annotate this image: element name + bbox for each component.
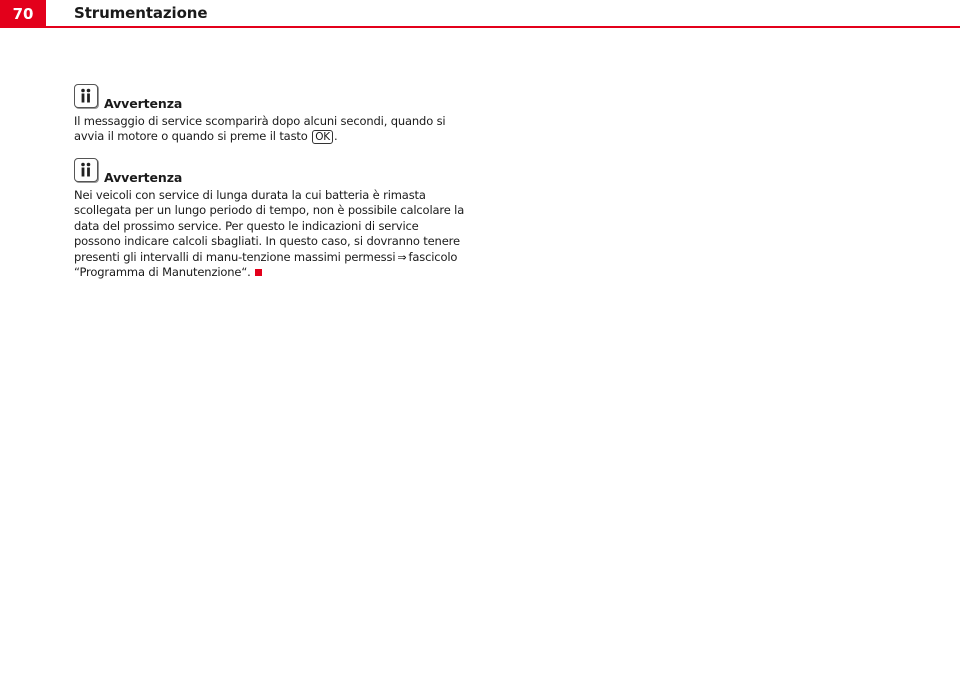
ok-key-label: OK <box>312 130 333 144</box>
page-header <box>0 0 960 28</box>
notice-title: Avvertenza <box>104 96 183 111</box>
info-note-icon <box>74 158 98 182</box>
page-number-tab <box>0 0 46 26</box>
header-divider <box>0 26 960 28</box>
notice-text-end: . <box>334 129 338 144</box>
notice-body <box>74 114 474 145</box>
notice-title: Avvertenza <box>104 170 183 185</box>
cross-reference-arrow-icon: ⇒ <box>397 250 407 264</box>
notice-text: Nei veicoli con service di lunga durata la cui batteria è rimasta scollegata per un lungo periodo di tempo, non è possibile calcolare la data del prossimo service. Per questo le indicazioni di service possono indicare calcoli sbagliati. In questo caso, si dovranno tenere presenti gli intervalli di manu-tenzione massimi permessi <box>74 188 465 264</box>
cross-reference-text: fascicolo “Programma di Manutenzione“. <box>74 249 458 280</box>
notice-header <box>74 158 466 188</box>
notice-service-message <box>74 84 474 145</box>
section-title: Strumentazione <box>74 4 208 22</box>
notice-body <box>74 188 466 280</box>
notice-battery-disconnected <box>74 158 466 280</box>
info-note-icon <box>74 84 98 108</box>
page-number: 70 <box>12 5 34 23</box>
end-of-section-mark <box>255 269 262 276</box>
notice-header <box>74 84 474 114</box>
notice-text: Il messaggio di service scomparirà dopo alcuni secondi, quando si avvia il motore o quando si preme il tasto <box>74 114 446 144</box>
